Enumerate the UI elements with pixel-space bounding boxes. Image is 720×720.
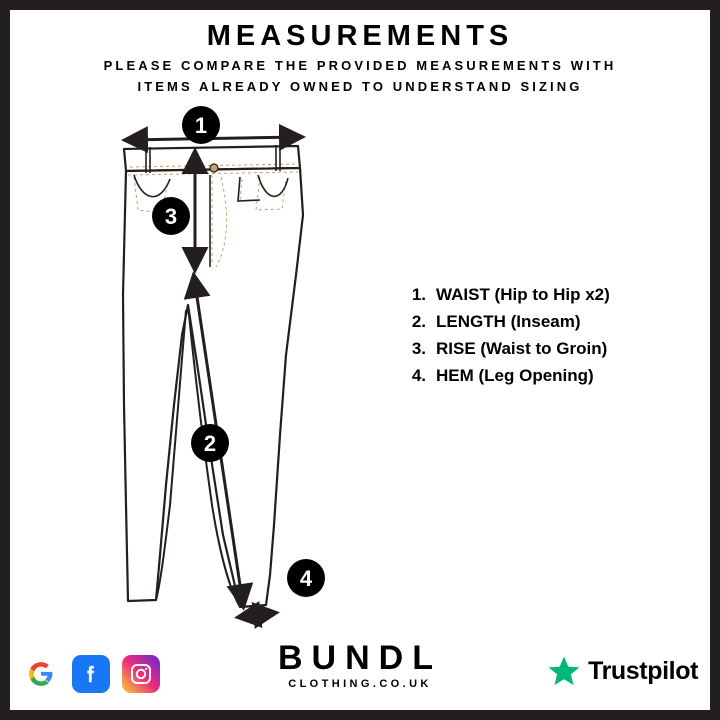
legend-number: 1.: [411, 285, 426, 304]
trustpilot-badge[interactable]: [547, 655, 698, 687]
hem-measure-line: [240, 613, 274, 617]
google-icon[interactable]: [22, 655, 60, 693]
social-links: [22, 655, 160, 693]
page-subtitle: [60, 55, 660, 97]
facebook-f-glyph: [80, 663, 102, 685]
trustpilot-star-icon: [547, 655, 581, 687]
legend-item-hem: [400, 366, 690, 386]
marker-label-2: 2: [203, 431, 217, 456]
legend-label: HEM (Leg Opening): [436, 366, 594, 385]
measurements-legend: [400, 285, 690, 393]
marker-badge-3: [152, 197, 190, 235]
brand-domain: CLOTHING.CO.UK: [288, 678, 432, 690]
marker-label-1: 1: [194, 113, 208, 138]
instagram-icon[interactable]: [122, 655, 160, 693]
legend-number: 4.: [411, 366, 426, 385]
google-g-glyph: [28, 661, 54, 687]
legend-label: LENGTH (Inseam): [436, 312, 581, 331]
frame-border-top: [0, 0, 720, 10]
marker-label-4: 4: [299, 566, 313, 591]
marker-badge-2: [191, 424, 229, 462]
jeans-diagram: [90, 105, 390, 635]
legend-label: WAIST (Hip to Hip x2): [436, 285, 610, 304]
button-rivet: [210, 164, 218, 172]
subtitle-line-1: PLEASE COMPARE THE PROVIDED MEASUREMENTS WITH: [103, 58, 617, 73]
marker-badge-1: [182, 106, 220, 144]
jeans-body: [123, 168, 303, 607]
brand-name: BUNDL: [278, 639, 442, 677]
frame-border-bottom: [0, 710, 720, 720]
marker-label-3: 3: [164, 204, 178, 229]
legend-label: RISE (Waist to Groin): [436, 339, 608, 358]
instagram-camera-glyph: [129, 662, 153, 686]
legend-number: 3.: [411, 339, 426, 358]
subtitle-line-2: ITEMS ALREADY OWNED TO UNDERSTAND SIZING: [137, 79, 583, 94]
marker-badge-4: [287, 559, 325, 597]
legend-item-waist: [400, 285, 690, 305]
legend-item-length: [400, 312, 690, 332]
frame-border-right: [710, 0, 720, 720]
trustpilot-label: Trustpilot: [588, 656, 698, 685]
frame-border-left: [0, 0, 10, 720]
legend-number: 2.: [411, 312, 426, 331]
page-title: MEASUREMENTS: [206, 20, 514, 52]
legend-item-rise: [400, 339, 690, 359]
facebook-icon[interactable]: [72, 655, 110, 693]
